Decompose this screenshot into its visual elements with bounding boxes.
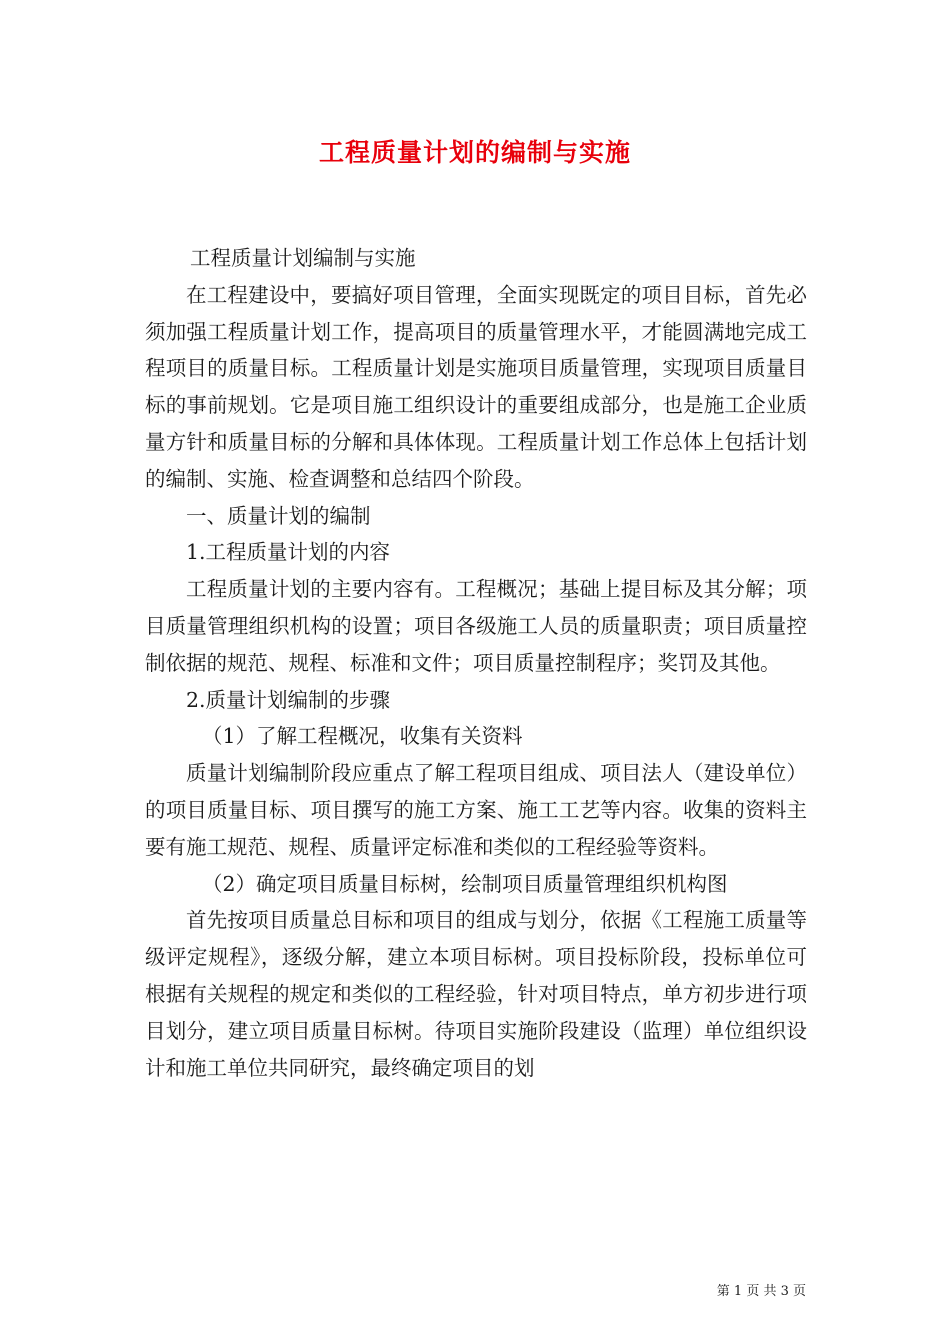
section-heading: 一、质量计划的编制	[186, 503, 371, 528]
step-heading: （1）了解工程概况，收集有关资料	[202, 724, 523, 749]
document-title: 工程质量计划的编制与实施	[318, 138, 631, 167]
paragraph: 工程质量计划的主要内容有。工程概况；基础上提目标及其分解；项目质量管理组织机构的设置；项目各级施工人员的质量职责；项目质量控制依据的规范、规程、标准和文件；项目质量控制程序；奖罚及其他。	[145, 577, 807, 675]
document-body	[145, 240, 807, 1086]
subsection-heading: 2.质量计划编制的步骤	[186, 687, 391, 712]
subsection-heading: 1.工程质量计划的内容	[186, 540, 391, 565]
paragraph-heading: 工程质量计划编制与实施	[190, 246, 416, 270]
page-footer: 第 1 页 共 3 页	[716, 1284, 806, 1299]
paragraph: 首先按项目质量总目标和项目的组成与划分，依据《工程施工质量等级评定规程》，逐级分解，建立本项目标树。项目投标阶段，投标单位可根据有关规程的规定和类似的工程经验，针对项目特点，单方初步进行项目划分，建立项目质量目标树。待项目实施阶段建设（监理）单位组织设计和施工单位共同研究，最终确定项目的划	[145, 908, 807, 1080]
paragraph: 质量计划编制阶段应重点了解工程项目组成、项目法人（建设单位）的项目质量目标、项目撰写的施工方案、施工工艺等内容。收集的资料主要有施工规范、规程、质量评定标准和类似的工程经验等资料。	[145, 761, 807, 859]
paragraph: 在工程建设中，要搞好项目管理，全面实现既定的项目目标，首先必须加强工程质量计划工作，提高项目的质量管理水平，才能圆满地完成工程项目的质量目标。工程质量计划是实施项目质量管理，实现项目质量目标的事前规划。它是项目施工组织设计的重要组成部分，也是施工企业质量方针和质量目标的分解和具体体现。工程质量计划工作总体上包括计划的编制、实施、检查调整和总结四个阶段。	[145, 282, 807, 491]
step-heading: （2）确定项目质量目标树，绘制项目质量管理组织机构图	[202, 871, 728, 896]
